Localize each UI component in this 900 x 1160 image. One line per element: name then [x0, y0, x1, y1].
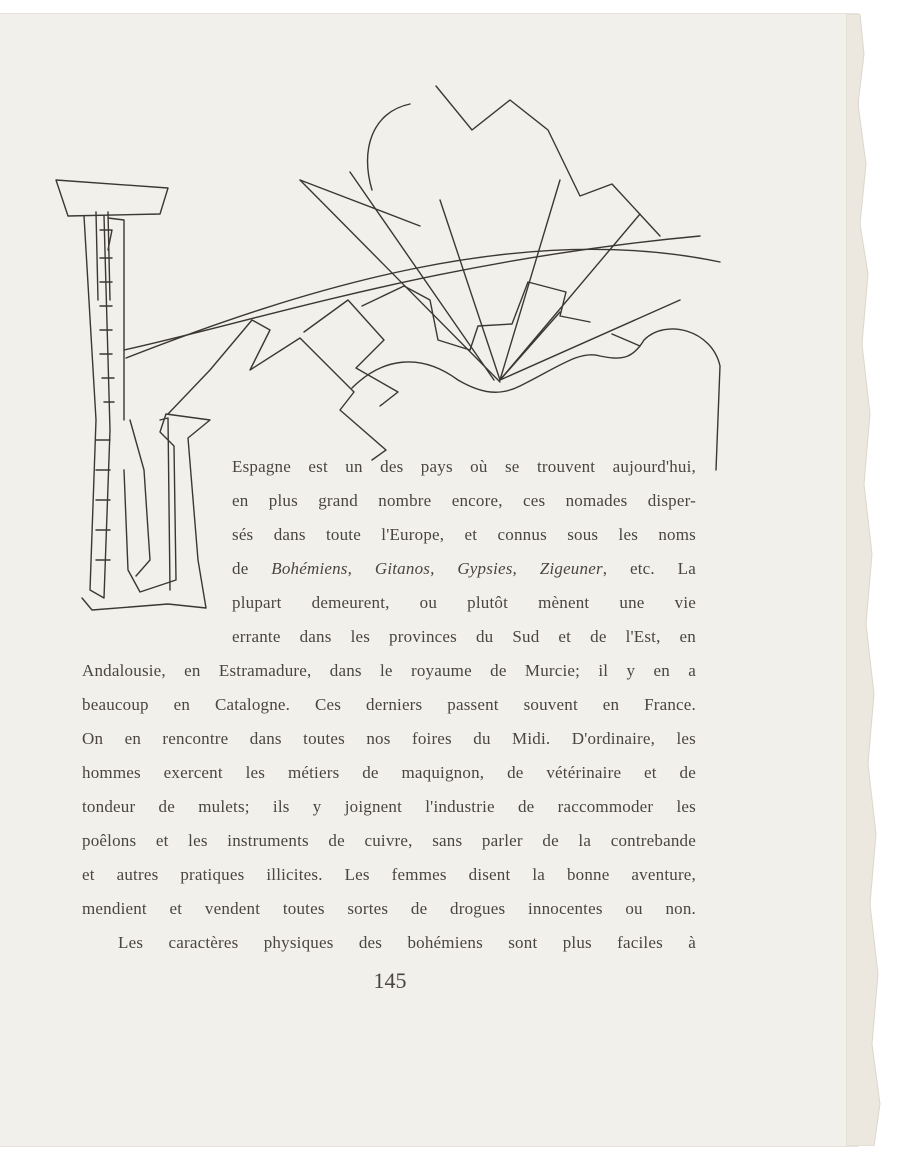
- text-line: [82, 694, 696, 716]
- italic-text-segment: Bohémiens, Gitanos, Gypsies, Zigeuner: [271, 559, 603, 578]
- text-segment: tondeur de mulets; ils y joignent l'industrie de raccommoder les: [82, 797, 696, 816]
- text-segment: et autres pratiques illicites. Les femmes disent la bonne aventure,: [82, 865, 696, 884]
- text-line: [82, 762, 696, 784]
- text-segment: Espagne est un des pays où se trouvent aujourd'hui,: [232, 457, 696, 476]
- text-segment: beaucoup en Catalogne. Ces derniers passent souvent en France.: [82, 695, 696, 714]
- text-line: [82, 728, 696, 750]
- text-line: [232, 558, 696, 580]
- text-line: [232, 456, 696, 478]
- text-segment: mendient et vendent toutes sortes de drogues innocentes ou non.: [82, 899, 696, 918]
- text-line: [232, 524, 696, 546]
- text-line: [82, 660, 696, 682]
- text-segment: errante dans les provinces du Sud et de l'Est, en: [232, 627, 696, 646]
- text-segment: , etc. La: [602, 559, 696, 578]
- text-segment: hommes exercent les métiers de maquignon, de vétérinaire et de: [82, 763, 696, 782]
- text-segment: en plus grand nombre encore, ces nomades disper-: [232, 491, 696, 510]
- text-segment: sés dans toute l'Europe, et connus sous les noms: [232, 525, 696, 544]
- text-line: [82, 830, 696, 852]
- page-number: 145: [373, 968, 407, 993]
- text-line: [82, 796, 696, 818]
- text-segment: Andalousie, en Estramadure, dans le royaume de Murcie; il y en a: [82, 661, 696, 680]
- text-line: [82, 864, 696, 886]
- text-line: [232, 490, 696, 512]
- text-line: [232, 592, 696, 614]
- text-line: [82, 898, 696, 920]
- text-segment: de: [232, 559, 272, 578]
- text-line: [232, 626, 696, 648]
- text-segment: On en rencontre dans toutes nos foires du Midi. D'ordinaire, les: [82, 729, 696, 748]
- text-line-paragraph-2: Les caractères physiques des bohémiens sont plus faciles à: [118, 933, 696, 952]
- text-segment: poêlons et les instruments de cuivre, sans parler de la contrebande: [82, 831, 696, 850]
- text-segment: plupart demeurent, ou plutôt mènent une vie: [232, 593, 696, 612]
